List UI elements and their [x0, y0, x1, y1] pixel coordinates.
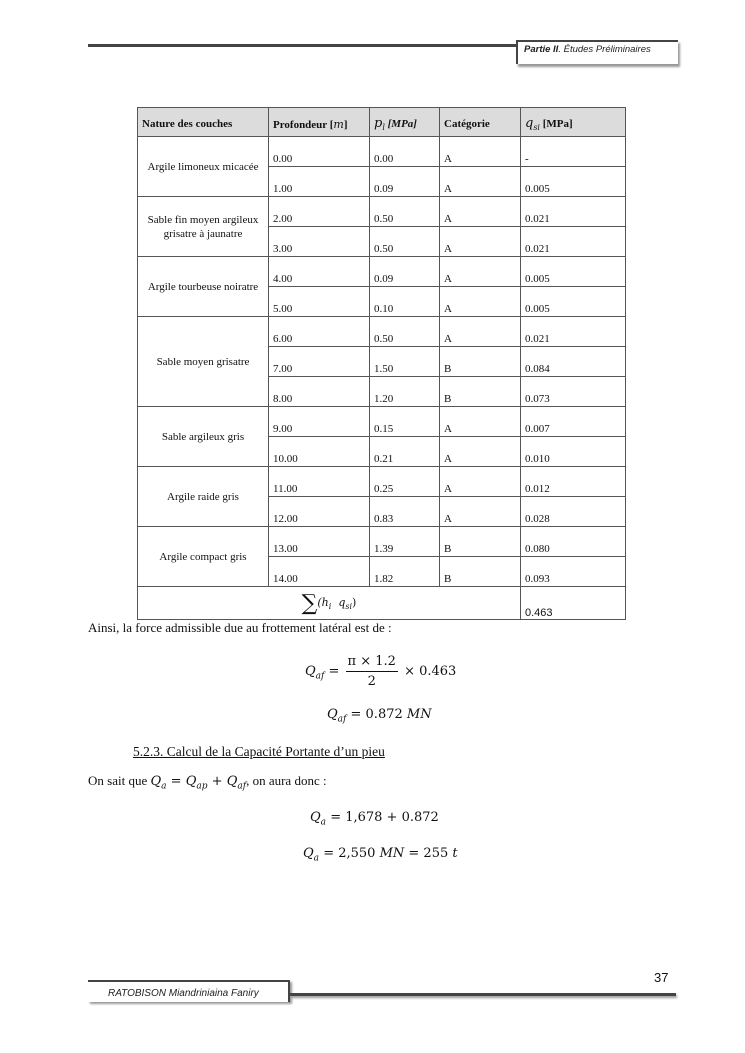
- layer-name: Argile limoneux micacée: [138, 137, 269, 197]
- cell-pl: 0.15: [370, 407, 440, 437]
- cell-category: A: [440, 407, 521, 437]
- cell-qsi: 0.080: [521, 527, 626, 557]
- cell-pl: 0.09: [370, 257, 440, 287]
- sum-value: 0.463: [521, 587, 626, 620]
- cell-pl: 1.39: [370, 527, 440, 557]
- fraction-denominator: 2: [367, 674, 376, 689]
- layer-name: Argile raide gris: [138, 467, 269, 527]
- cell-qsi: 0.012: [521, 467, 626, 497]
- cell-category: A: [440, 317, 521, 347]
- cell-depth: 6.00: [269, 317, 370, 347]
- layer-name: Sable argileux gris: [138, 407, 269, 467]
- table-row: [138, 257, 626, 287]
- cell-depth: 7.00: [269, 347, 370, 377]
- cell-category: A: [440, 437, 521, 467]
- sum-label: $\sum(h_i$ $q_{si}$): [138, 587, 521, 620]
- equation-qaf-fraction: $Q_{af}$ = $\frac{\pi \times 1.2}{2}$ × 0.463: [305, 654, 457, 689]
- fraction-numerator: π × 1.2: [346, 654, 398, 672]
- section-subheading: 5.2.3. Calcul de la Capacité Portante d’un pieu: [133, 744, 385, 759]
- cell-depth: 12.00: [269, 497, 370, 527]
- cell-qsi: 0.093: [521, 557, 626, 587]
- cell-depth: 11.00: [269, 467, 370, 497]
- layer-name: Argile compact gris: [138, 527, 269, 587]
- known-relation: On sait que $Q_a = Q_{ap} + Q_{af}$, on aura donc :: [88, 773, 327, 792]
- layer-name: Sable moyen grisatre: [138, 317, 269, 407]
- header-rule: [88, 44, 516, 47]
- cell-category: A: [440, 287, 521, 317]
- footer-author: RATOBISON Miandriniaina Faniry: [108, 988, 259, 999]
- footer-rule: [290, 993, 676, 996]
- col-qsi: $q_{si}$ [MPa]: [521, 108, 626, 137]
- cell-pl: 0.50: [370, 227, 440, 257]
- cell-category: B: [440, 347, 521, 377]
- cell-pl: 0.25: [370, 467, 440, 497]
- cell-depth: 14.00: [269, 557, 370, 587]
- cell-depth: 5.00: [269, 287, 370, 317]
- cell-category: A: [440, 467, 521, 497]
- table-row: [138, 467, 626, 497]
- cell-category: A: [440, 497, 521, 527]
- cell-depth: 2.00: [269, 197, 370, 227]
- cell-qsi: 0.005: [521, 287, 626, 317]
- equation-qaf-result: $Q_{af} = 0.872$ MN: [327, 707, 432, 725]
- cell-category: A: [440, 167, 521, 197]
- cell-qsi: 0.084: [521, 347, 626, 377]
- col-pl: $p_l$ [MPa]: [370, 108, 440, 137]
- cell-depth: 3.00: [269, 227, 370, 257]
- cell-category: A: [440, 197, 521, 227]
- cell-category: B: [440, 527, 521, 557]
- cell-pl: 0.21: [370, 437, 440, 467]
- cell-pl: 0.00: [370, 137, 440, 167]
- table-row: [138, 137, 626, 167]
- cell-qsi: 0.005: [521, 257, 626, 287]
- cell-pl: 1.20: [370, 377, 440, 407]
- cell-category: A: [440, 257, 521, 287]
- cell-category: B: [440, 557, 521, 587]
- cell-category: A: [440, 227, 521, 257]
- cell-pl: 0.50: [370, 317, 440, 347]
- col-nature: Nature des couches: [138, 108, 269, 137]
- cell-qsi: 0.028: [521, 497, 626, 527]
- soil-table: [137, 107, 626, 620]
- cell-pl: 1.50: [370, 347, 440, 377]
- cell-pl: 0.10: [370, 287, 440, 317]
- cell-depth: 0.00: [269, 137, 370, 167]
- cell-qsi: 0.007: [521, 407, 626, 437]
- table-row: [138, 407, 626, 437]
- cell-category: A: [440, 137, 521, 167]
- layer-name: Argile tourbeuse noiratre: [138, 257, 269, 317]
- cell-depth: 1.00: [269, 167, 370, 197]
- cell-category: B: [440, 377, 521, 407]
- cell-pl: 0.09: [370, 167, 440, 197]
- section-label: . Études Préliminaires: [558, 44, 651, 55]
- cell-depth: 8.00: [269, 377, 370, 407]
- cell-qsi: -: [521, 137, 626, 167]
- table-row: [138, 317, 626, 347]
- table-header-row: [138, 108, 626, 137]
- page-number: 37: [654, 970, 669, 985]
- intro-text: Ainsi, la force admissible due au frottement latéral est de :: [88, 620, 392, 635]
- layer-name: Sable fin moyen argileux grisatre à jaunatre: [138, 197, 269, 257]
- cell-depth: 10.00: [269, 437, 370, 467]
- cell-qsi: 0.005: [521, 167, 626, 197]
- cell-depth: 4.00: [269, 257, 370, 287]
- sum-row: [138, 587, 626, 620]
- equation-qa-result: $Q_a = 2,550$ MN = 255 t: [303, 846, 458, 864]
- col-profondeur: Profondeur [m]: [269, 108, 370, 137]
- col-categorie: Catégorie: [440, 108, 521, 137]
- cell-qsi: 0.021: [521, 317, 626, 347]
- part-label: Partie II: [524, 44, 559, 55]
- equation-qa-sum: $Q_a = 1,678 + 0.872$: [310, 810, 439, 828]
- cell-depth: 13.00: [269, 527, 370, 557]
- running-header: [524, 44, 651, 55]
- cell-pl: 0.50: [370, 197, 440, 227]
- cell-qsi: 0.021: [521, 197, 626, 227]
- table-row: [138, 527, 626, 557]
- cell-pl: 1.82: [370, 557, 440, 587]
- cell-qsi: 0.010: [521, 437, 626, 467]
- cell-qsi: 0.073: [521, 377, 626, 407]
- cell-pl: 0.83: [370, 497, 440, 527]
- table-row: [138, 197, 626, 227]
- cell-depth: 9.00: [269, 407, 370, 437]
- cell-qsi: 0.021: [521, 227, 626, 257]
